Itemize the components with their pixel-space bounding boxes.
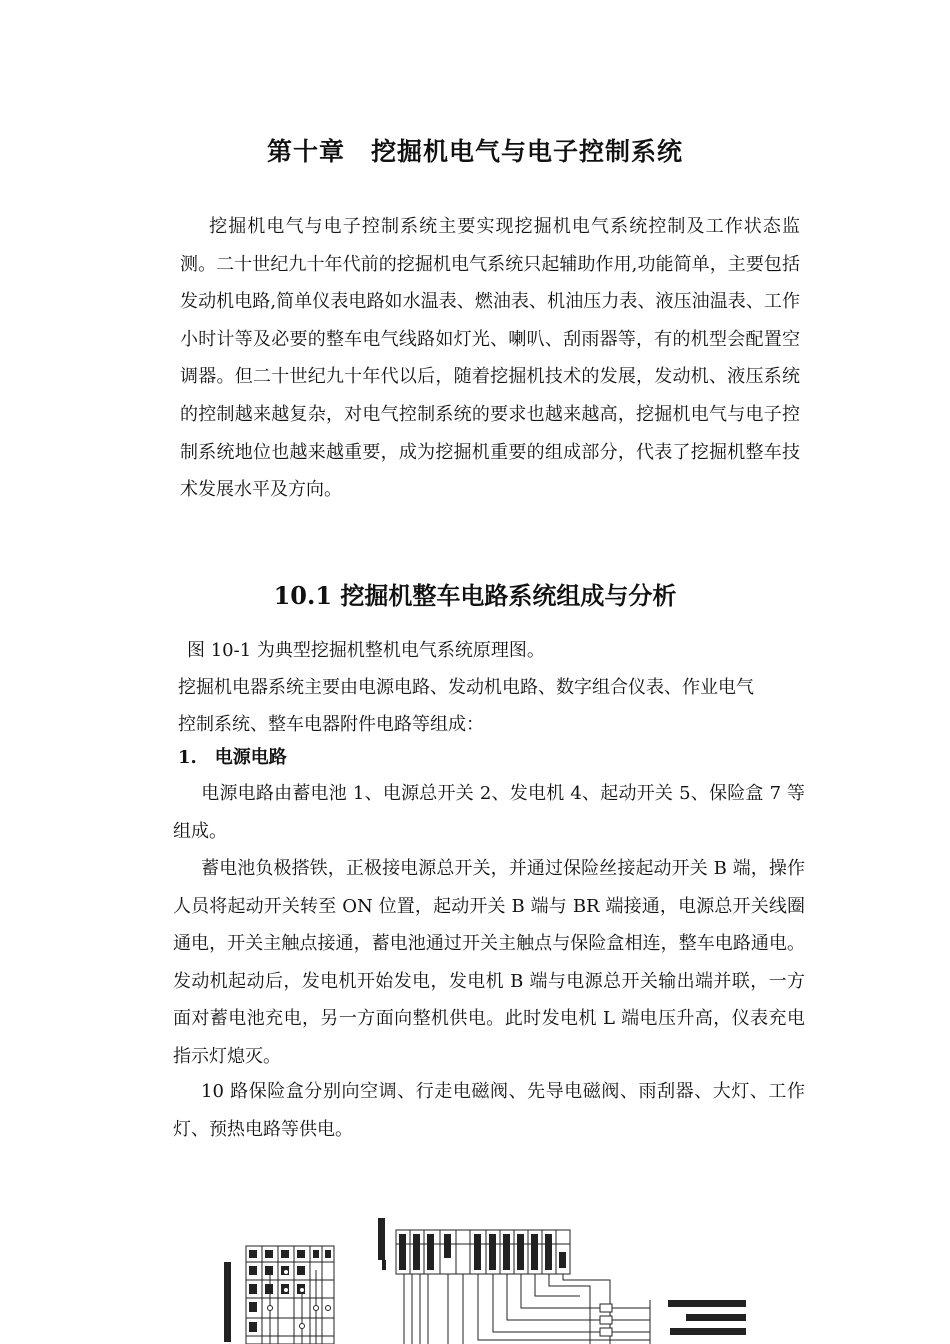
intro-paragraph (180, 208, 800, 509)
composition-line-2: 控制系统、整车电器附件电路等组成： (178, 714, 484, 735)
subsection-heading: 1. 电源电路 (178, 747, 287, 768)
wiring-diagram-figure (150, 1200, 820, 1344)
paragraph-battery (173, 850, 805, 1076)
paragraph-fuse-text: 10 路保险盒分别向空调、行走电磁阀、先导电磁阀、雨刮器、大灯、工作灯、预热电路等供电。 (173, 1081, 805, 1140)
diode-symbols (600, 1304, 612, 1336)
composition-line-1: 挖掘机电器系统主要由电源电路、发动机电路、数字组合仪表、作业电气 (178, 677, 754, 698)
switch-vertical-label (224, 1262, 231, 1342)
paragraph-power-circuit (173, 775, 805, 850)
paragraph-power-text: 电源电路由蓄电池 1、电源总开关 2、发电机 4、起动开关 5、保险盒 7 等组成。 (173, 783, 805, 842)
intro-text: 挖掘机电气与电子控制系统主要实现挖掘机电气系统控制及工作状态监测。二十世纪九十年代前的挖掘机电气系统只起辅助作用,功能简单，主要包括发动机电路,简单仪表电路如水温表、燃油表、机油压力表、液压油温表、工作小时计等及必要的整车电气线路如灯光、喇叭、刮雨器等，有的机型会配置空调器。但二十世纪九十年代以后，随着挖掘机技术的发展，发动机、液压系统的控制越来越复杂，对电气控制系统的要求也越来越高，挖掘机电气与电子控制系统地位也越来越重要，成为挖掘机重要的组成部分，代表了挖掘机整车技术发展水平及方向。 (180, 216, 800, 501)
paragraph-fuse-box (173, 1073, 805, 1148)
paragraph-battery-text: 蓄电池负极搭铁，正极接电源总开关，并通过保险丝接起动开关 B 端，操作人员将起动开关转至 ON 位置，起动开关 B 端与 BR 端接通，电源总开关线圈通电，开关主触点接通，蓄电池通过开关主触点与保险盒相连，整车电路通电。发动机起动后，发电机开始发电，发电机 B 端与电源总开关输出端并联，一方面对蓄电池充电，另一方面向整机供电。此时发电机 L 端电压升高，仪表充电指示灯熄灭。 (173, 858, 805, 1067)
figure-reference: 图 10-1 为典型挖掘机整机电气系统原理图。 (187, 640, 545, 661)
section-title: 10.1 挖掘机整车电路系统组成与分析 (273, 581, 677, 610)
wiring-diagram (150, 1200, 820, 1344)
chapter-title: 第十章 挖掘机电气与电子控制系统 (266, 137, 683, 166)
